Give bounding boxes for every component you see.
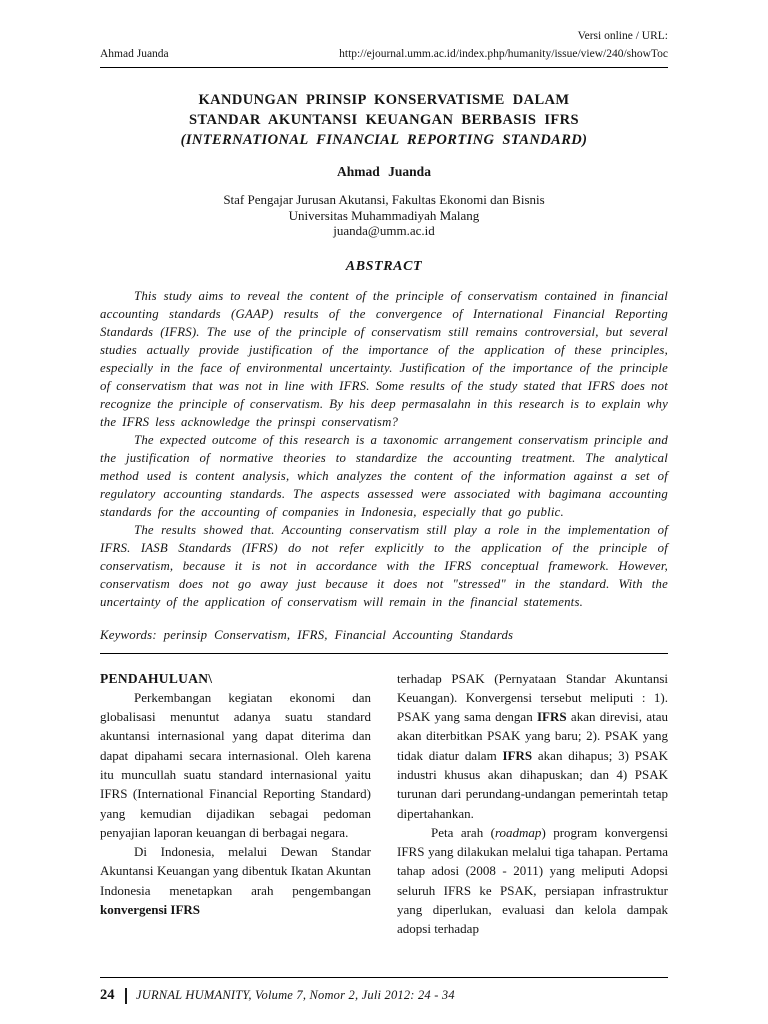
page-content (100, 0, 668, 939)
section-heading-pendahuluan: PENDAHULUAN\ (100, 670, 213, 686)
header-divider (100, 67, 668, 68)
keywords-divider (100, 653, 668, 654)
title-line-2: STANDAR AKUNTANSI KEUANGAN BERBASIS IFRS (188, 112, 579, 128)
author-name: Ahmad Juanda (337, 164, 431, 179)
body-paragraph: Perkembangan kegiatan ekonomi dan globalisasi menuntut adanya suatu standard akuntansi internasional yang dapat diterima dan dapat dipahami secara internasional. Oleh karena itu muncullah suatu standard internasional yaitu IFRS (International Financial Reporting Standard) yang kemudian dijadikan sebagai pedoman penyajian laporan keuangan di berbagai negara. (100, 689, 371, 840)
header-author-name: Ahmad Juanda (100, 48, 169, 60)
title-line-3: (INTERNATIONAL FINANCIAL REPORTING STANDARD) (180, 132, 588, 148)
keywords-line: Keywords: perinsip Conservatism, IFRS, Financial Accounting Standards (100, 627, 514, 642)
page-header (100, 0, 668, 68)
abstract-body (100, 287, 668, 611)
abstract-paragraph-1: This study aims to reveal the content of the principle of conservatism contained in financial accounting standards (GAAP) results of the convergence of International Financial Reporting Standards (IFRS). The use of the principle of conservatism still remains controversial, but several studies actually provide justification of the importance of the application of these principles, especially in the face of environmental uncertainty. Justification of the importance of the principle of conservatism that was not in line with IFRS. Some results of the study stated that IFRS does not recognize the principle of conservatism. By his deep permasalahn in this research is to explain why the IFRS less acknowledge the prinspi conservatism? (100, 288, 668, 429)
abstract-paragraph-3: The results showed that. Accounting conservatism still play a role in the implementation of IFRS. IASB Standards (IFRS) do not refer explicitly to the application of the principle of conservatism, because it is not in accordance with the IFRS conceptual framework. However, conservatism does not go away just because it does not "stressed" in the standard. With the uncertainty of the application of conservatism will remain in the financial statements. (100, 522, 668, 609)
right-column (397, 669, 668, 939)
footer-page-number: 24 (100, 987, 115, 1003)
title-line-1: KANDUNGAN PRINSIP KONSERVATISME DALAM (198, 92, 570, 108)
body-columns (100, 669, 668, 939)
left-column (100, 669, 371, 939)
footer-journal-title: JURNAL HUMANITY, Volume 7, Nomor 2, Juli 2012: 24 - 34 (136, 988, 455, 1002)
body-paragraph: Peta arah (roadmap) program konvergensi IFRS yang dilakukan melalui tiga tahapan. Pertama tahap adosi (2008 - 2011) yang meliputi Adopsi seluruh IFRS ke PSAK, persiapan infrastruktur yang diperlukan, evaluasi dan kelola dampak adopsi terhadap (397, 824, 668, 937)
header-row (100, 48, 668, 60)
article-title (100, 90, 668, 150)
footer-divider-bar (125, 988, 128, 1004)
abstract-paragraph-2: The expected outcome of this research is a taxonomic arrangement conservatism principle and the justification of normative theories to standardize the accounting treatment. The analytical method used is content analysis, which analyzes the content of the information against a set of regulatory accounting standards. The aspects assessed were associated with bagimana accounting standards for the accounting of companies in Indonesia, especially that go public. (100, 432, 668, 519)
author-affiliation (100, 192, 668, 239)
versi-online-label: Versi online / URL: (577, 30, 668, 42)
page-footer (100, 977, 668, 1004)
body-paragraph: terhadap PSAK (Pernyataan Standar Akuntansi Keuangan). Konvergensi tersebut meliputi : 1). PSAK yang sama dengan IFRS akan direvisi, atau akan diterbitkan PSAK yang baru; 2). PSAK yang tidak diatur dalam IFRS akan dihapus; 3) PSAK industri khusus akan dihapuskan; dan 4) PSAK turunan dari perundang-undangan pemerintah tetap dipertahankan. (397, 670, 668, 821)
abstract-heading: ABSTRACT (345, 258, 423, 274)
affiliation-line-1: Staf Pengajar Jurusan Akutansi, Fakultas Ekonomi dan Bisnis (223, 192, 545, 207)
author-email: juanda@umm.ac.id (333, 223, 435, 238)
affiliation-line-2: Universitas Muhammadiyah Malang (288, 207, 480, 223)
body-paragraph: Di Indonesia, melalui Dewan Standar Akuntansi Keuangan yang dibentuk Ikatan Akuntan Indonesia menetapkan arah pengembangan konvergensi IFRS (100, 844, 371, 918)
header-url: http://ejournal.umm.ac.id/index.php/humanity/issue/view/240/showToc (339, 48, 668, 60)
